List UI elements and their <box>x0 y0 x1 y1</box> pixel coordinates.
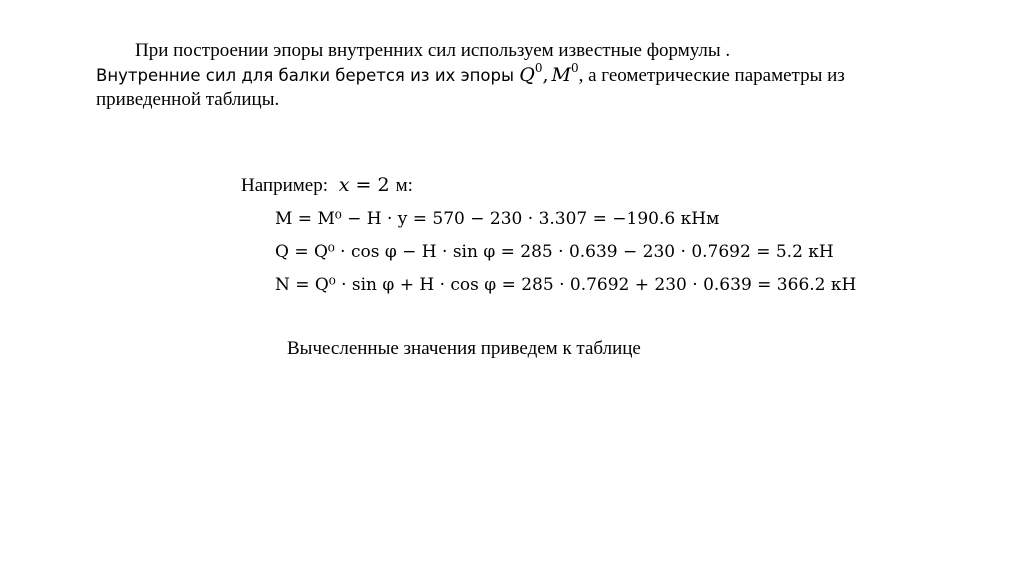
intro-line-2 <box>96 60 845 88</box>
example-value: = 2 <box>349 174 396 196</box>
intro-line-2-end: , а геометрические параметры из <box>578 65 845 86</box>
intro-line-1: При построении эпоры внутренних сил используем известные формулы . <box>135 40 731 61</box>
example-variable: x <box>338 174 350 196</box>
example-unit: м: <box>395 175 413 196</box>
example-heading <box>241 173 413 198</box>
symbol-q-superscript: 0 <box>534 60 543 75</box>
symbol-m-superscript: 0 <box>570 60 579 75</box>
symbol-comma: , <box>542 64 549 86</box>
equation-moment: M = M⁰ − H · y = 570 − 230 · 3.307 = −190.6 кНм <box>275 209 720 229</box>
symbol-q: Q <box>519 64 535 86</box>
intro-line-3: приведенной таблицы. <box>96 89 280 110</box>
example-label: Например: <box>241 175 328 196</box>
intro-line-2-text: Внутренние сил для балки берется из их эпоры <box>96 66 520 85</box>
equation-normal: N = Q⁰ · sin φ + H · cos φ = 285 · 0.7692 + 230 · 0.639 = 366.2 кН <box>275 275 857 295</box>
conclusion-text: Вычесленные значения приведем к таблице <box>287 338 641 359</box>
symbol-m: M <box>551 64 571 86</box>
equation-shear: Q = Q⁰ · cos φ − H · sin φ = 285 · 0.639 − 230 · 0.7692 = 5.2 кН <box>275 242 834 262</box>
